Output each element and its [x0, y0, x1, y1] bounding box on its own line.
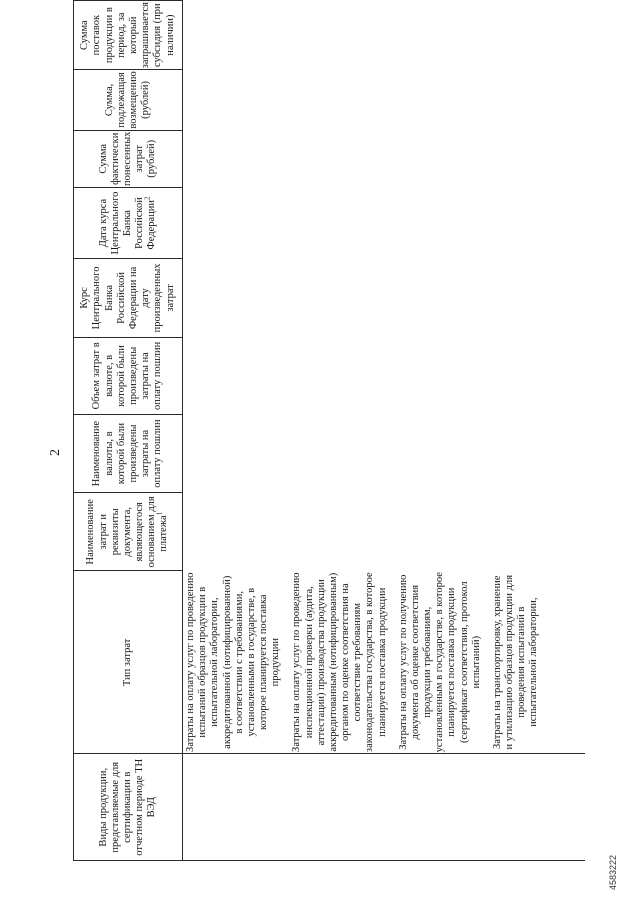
- empty-cell: [183, 414, 586, 492]
- table-header-row: [74, 1, 183, 861]
- cost-type-list: [183, 571, 586, 754]
- header-cbr-rate-date: Дата курса Центрального Банка Российской Федерации$^2$: [74, 187, 183, 258]
- cost-type-item: Затраты на оплату услуг по проведению испытаний образцов продукции в испытательной лаборатории, аккредитованной (нотифицированной) в соответствии с требованиями, установленными в государстве, в которое планируется поставка продукции: [185, 572, 282, 752]
- table-row: [183, 1, 586, 861]
- header-reimbursable-amount: Сумма, подлежащая возмещению (рублей): [74, 70, 183, 130]
- header-actual-costs: Сумма фактически понесенных затрат (рублей): [74, 130, 183, 187]
- cost-table: [73, 0, 585, 861]
- header-cost-name-and-document: Наименование затрат и реквизиты документа, являющегося основанием для платежа$^1$: [74, 493, 183, 571]
- empty-cell: [183, 1, 586, 70]
- cost-type-item: Затраты на транспортировку, хранение и утилизацию образцов продукции для проведения испытаний в испытательной лаборатории,: [491, 574, 540, 750]
- cost-type-item: Затраты на оплату услуг по проведению инспекционной проверки (аудита, аттестации) производства продукции аккредитованным (нотифицированным) органом по оценке соответствия на соответствие требованиям законодательства государства, в которое планируется поставка продукции: [291, 572, 388, 753]
- empty-cell: [183, 337, 586, 414]
- empty-cell: [183, 130, 586, 187]
- empty-cell: [183, 493, 586, 571]
- empty-cell: [183, 70, 586, 130]
- header-cost-volume: Объем затрат в валюте, в которой были произведены затраты на оплату пошлин: [74, 337, 183, 414]
- header-cost-type: Тип затрат: [74, 571, 183, 754]
- cost-type-item: Затраты на оплату услуг по получению документа об оценке соответствия продукции требованиям, установленным в государстве, в которое планируется поставка продукции (сертификат соответствия, протокол испытаний): [397, 572, 482, 753]
- footnote-1: 1: [155, 511, 164, 516]
- product-types-cell: [183, 754, 586, 861]
- document-id: 4583222: [608, 854, 618, 890]
- page-number: 2: [48, 449, 63, 456]
- empty-cell: [183, 187, 586, 258]
- footnote-2: 2: [143, 196, 152, 200]
- header-supplies-amount: Сумма поставок продукции в период, за который запрашивается субсидия (при наличии): [74, 1, 183, 70]
- header-product-types: Виды продукции, представляемые для сертификации в отчетном периоде ТН ВЭД: [74, 754, 183, 861]
- header-currency-name: Наименование валюты, в которой были произведены затраты на оплату пошлин: [74, 414, 183, 492]
- header-cbr-rate: Курс Центрального Банка Российской Федерации на дату произведенных затрат: [74, 259, 183, 338]
- empty-cell: [183, 259, 586, 338]
